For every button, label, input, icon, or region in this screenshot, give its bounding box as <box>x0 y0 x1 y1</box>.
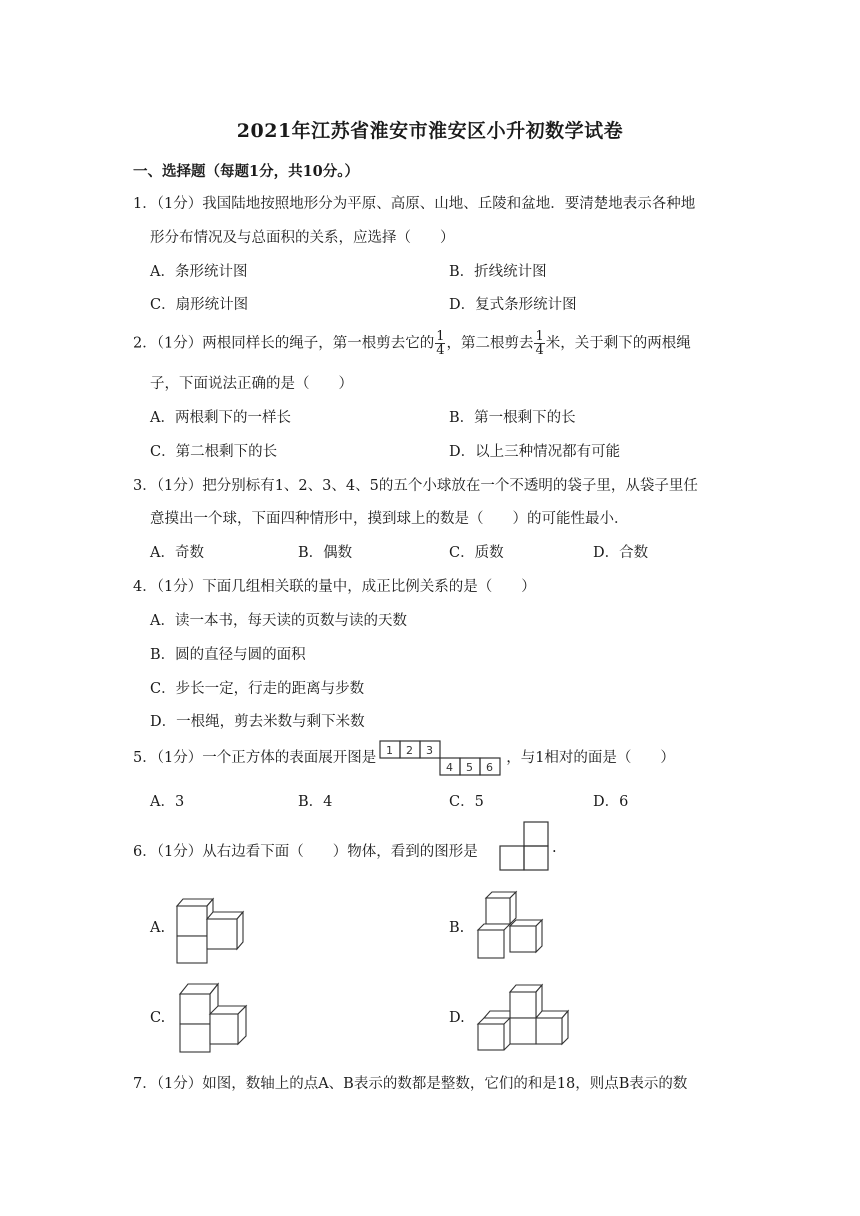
q4-option-a[interactable]: A．读一本书，每天读的页数与读的天数 <box>150 613 407 629</box>
net-face-1: 1 <box>386 744 394 757</box>
cube-net-figure <box>378 739 504 777</box>
q2-stem-line2: 子，下面说法正确的是（ ） <box>150 376 353 392</box>
q1-option-b[interactable]: B．折线统计图 <box>449 264 547 280</box>
net-face-4: 4 <box>446 761 454 774</box>
q5-option-d[interactable]: D．6 <box>593 794 629 810</box>
q2-option-d[interactable]: D．以上三种情况都有可能 <box>449 444 621 460</box>
q3-option-b[interactable]: B．偶数 <box>298 545 353 561</box>
fraction-one-quarter-meter: $\frac{1}{4}$ <box>535 329 544 358</box>
q2-stem-line1 <box>133 330 691 357</box>
q2-option-b[interactable]: B．第一根剩下的长 <box>449 410 576 426</box>
q2-stem-part1: 2．（1分）两根同样长的绳子，第一根剪去它的 <box>133 335 435 352</box>
q1-stem-line2: 形分布情况及与总面积的关系，应选择（ ） <box>150 230 455 246</box>
q7-stem-line1: 7．（1分）如图，数轴上的点A、B表示的数都是整数，它们的和是18，则点B表示的数 <box>133 1076 688 1092</box>
q6-option-b-cubes[interactable] <box>474 890 554 962</box>
q2-option-c[interactable]: C．第二根剩下的长 <box>150 444 278 460</box>
q3-stem-line2: 意摸出一个球，下面四种情形中，摸到球上的数是（ ）的可能性最小． <box>150 511 629 527</box>
q1-option-a[interactable]: A．条形统计图 <box>150 264 248 280</box>
q1-option-c[interactable]: C．扇形统计图 <box>150 297 249 313</box>
q5-stem-part2: ，与1相对的面是（ ） <box>506 750 675 766</box>
q6-option-b-label[interactable]: B. <box>449 920 465 936</box>
section-heading: 一、选择题（每题1分，共10分。） <box>133 163 360 180</box>
q5-option-a[interactable]: A．3 <box>150 794 185 810</box>
q5-option-b[interactable]: B．4 <box>298 794 333 810</box>
q6-option-a-label[interactable]: A. <box>150 920 166 936</box>
q6-option-d-label[interactable]: D. <box>449 1010 465 1026</box>
q2-stem-part3: 米，关于剩下的两根绳 <box>545 335 691 352</box>
q4-option-d[interactable]: D．一根绳，剪去米数与剩下米数 <box>150 714 365 730</box>
q5-option-c[interactable]: C．5 <box>449 794 484 810</box>
q6-option-c-cubes[interactable] <box>174 980 254 1054</box>
right-view-figure <box>498 820 550 872</box>
q6-stem-part2: . <box>552 840 557 856</box>
q3-option-a[interactable]: A．奇数 <box>150 545 204 561</box>
page-title: 2021年江苏省淮安市淮安区小升初数学试卷 <box>236 120 624 142</box>
q6-option-a-cubes[interactable] <box>170 893 250 965</box>
q3-option-c[interactable]: C．质数 <box>449 545 504 561</box>
q5-stem-part1: 5．（1分）一个正方体的表面展开图是 <box>133 750 377 766</box>
net-face-2: 2 <box>406 744 414 757</box>
net-face-6: 6 <box>486 761 494 774</box>
q4-stem: 4．（1分）下面几组相关联的量中，成正比例关系的是（ ） <box>133 579 536 595</box>
q1-stem-line1: 1．（1分）我国陆地按照地形分为平原、高原、山地、丘陵和盆地．要清楚地表示各种地 <box>133 196 696 212</box>
q4-option-c[interactable]: C．步长一定，行走的距离与步数 <box>150 681 365 697</box>
q2-option-a[interactable]: A．两根剩下的一样长 <box>150 410 291 426</box>
fraction-one-quarter: $\frac{1}{4}$ <box>436 329 445 358</box>
net-face-5: 5 <box>466 761 474 774</box>
q4-option-b[interactable]: B．圆的直径与圆的面积 <box>150 647 306 663</box>
q6-option-d-cubes[interactable] <box>474 982 580 1054</box>
q1-option-d[interactable]: D．复式条形统计图 <box>449 297 577 313</box>
q3-option-d[interactable]: D．合数 <box>593 545 649 561</box>
q3-stem-line1: 3．（1分）把分别标有1、2、3、4、5的五个小球放在一个不透明的袋子里，从袋子里任 <box>133 478 698 494</box>
q5-stem <box>133 739 675 777</box>
q6-stem-part1: 6．（1分）从右边看下面（ ）物体，看到的图形是 <box>133 844 478 860</box>
q6-option-c-label[interactable]: C. <box>150 1010 166 1026</box>
q2-stem-part2: ，第二根剪去 <box>446 335 534 352</box>
net-face-3: 3 <box>426 744 434 757</box>
